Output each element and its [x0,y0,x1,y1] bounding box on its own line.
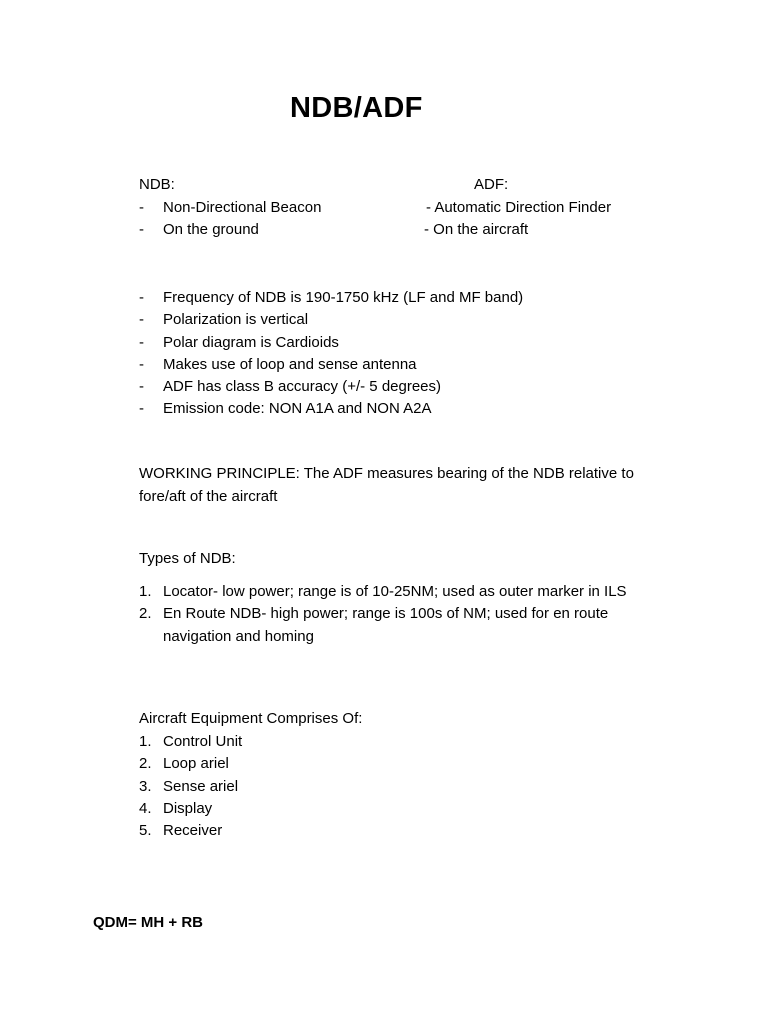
fact-text: Makes use of loop and sense antenna [163,355,417,373]
adf-header: ADF: [474,176,509,193]
list-item [139,776,242,798]
list-number: 4. [139,799,152,817]
list-item [139,376,523,398]
bullet-dash: - [139,221,144,238]
adf-item: - On the aircraft [424,221,529,238]
bullet-dash: - [139,199,144,216]
list-item [139,287,523,309]
ndb-item [139,219,259,241]
list-item [139,820,242,842]
list-item [139,398,523,420]
list-item [139,603,627,625]
fact-text: Frequency of NDB is 190-1750 kHz (LF and MF band) [163,289,524,306]
list-number: 2. [139,605,152,623]
fact-text: Polar diagram is Cardioids [163,333,339,351]
list-item [139,753,242,775]
adf-item: - Automatic Direction Finder [426,199,612,216]
list-item [139,731,242,753]
bullet-dash: - [139,311,144,329]
ndb-item-text: Non-Directional Beacon [163,199,322,216]
fact-text: ADF has class B accuracy (+/- 5 degrees) [163,378,442,396]
list-number: 5. [139,822,152,840]
bullet-dash: - [139,289,144,306]
list-item-text: En Route NDB- high power; range is 100s of NM; used for en route [163,605,609,623]
list-number: 2. [139,755,152,773]
fact-text: Emission code: NON A1A and NON A2A [163,400,432,418]
facts-list [139,287,523,421]
bullet-dash: - [139,355,144,373]
list-item-text: Locator- low power; range is of 10-25NM; used as outer marker in ILS [163,583,627,600]
list-item-text: Loop ariel [163,755,229,773]
document-title: NDB/ADF [290,92,423,124]
bullet-dash: - [139,400,144,418]
list-item [139,354,523,376]
list-item [139,581,627,603]
list-item-text: Sense ariel [163,777,239,795]
list-item [139,332,523,354]
types-heading: Types of NDB: [139,550,236,567]
bullet-dash: - [139,333,144,351]
equipment-list [139,731,242,842]
ndb-item-text: On the ground [163,221,259,238]
equipment-heading: Aircraft Equipment Comprises Of: [139,710,363,727]
list-number: 1. [139,733,152,750]
ndb-header: NDB: [139,176,175,193]
bullet-dash: - [139,378,144,396]
list-item [139,798,242,820]
list-item-text: Control Unit [163,733,243,750]
types-list [139,581,627,648]
qdm-formula: QDM= MH + RB [93,914,204,931]
list-item-text: Display [163,799,213,817]
list-number: 3. [139,777,152,795]
list-item-text: Receiver [163,822,223,840]
fact-text: Polarization is vertical [163,311,309,329]
list-item [139,309,523,331]
list-number: 1. [139,583,152,600]
ndb-item [139,197,321,219]
list-item-continuation: navigation and homing [163,627,314,645]
working-principle-paragraph: WORKING PRINCIPLE: The ADF measures bearing of the NDB relative to fore/aft of the aircraft [139,465,634,505]
